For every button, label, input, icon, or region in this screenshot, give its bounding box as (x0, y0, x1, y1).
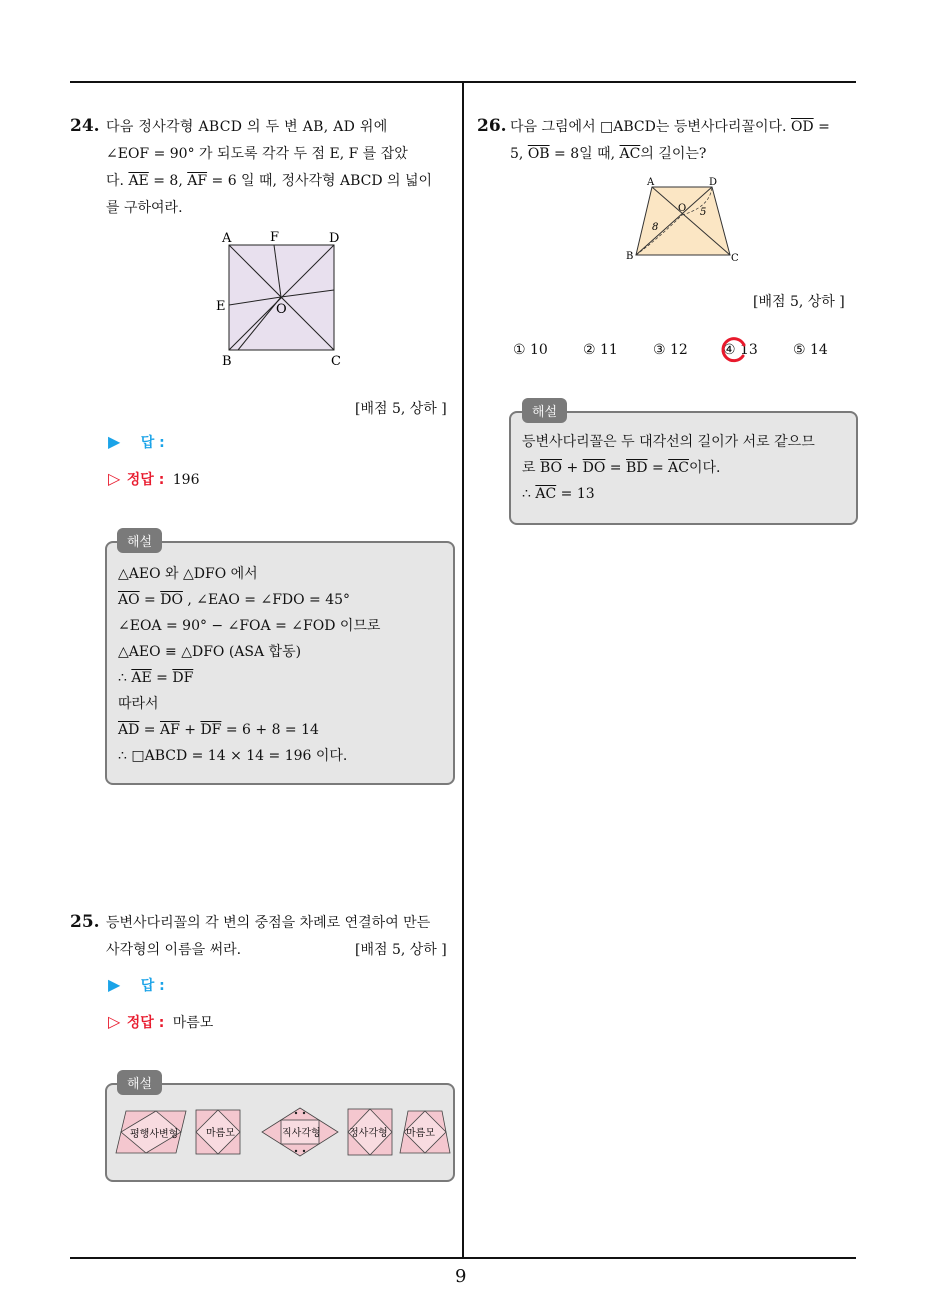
exp-line-5: ∴ $\overline{AE} = \overline{DF}$ (118, 670, 194, 686)
q26-text (510, 114, 855, 168)
q24-square-figure (210, 225, 350, 375)
q25-line-2 (106, 937, 456, 964)
shape-label-5: 마름모 (406, 1128, 435, 1139)
shape-label-1: 평행사변형 (130, 1129, 179, 1140)
q24-number: 24. (70, 116, 100, 136)
q25-explanation-tag: 해설 (117, 1070, 162, 1095)
q26-explanation-tag: 해설 (522, 398, 567, 423)
q26-option-3[interactable]: ③ 12 (653, 342, 688, 358)
q26-option-5[interactable]: ⑤ 14 (793, 342, 828, 358)
exp-line-3: ∠EOA = 90° − ∠FOA = ∠FOD 이므로 (118, 618, 381, 634)
q24-answer-label: 답 : (140, 435, 165, 451)
label-c: C (731, 253, 739, 264)
q24-text (106, 114, 456, 222)
shape-label-2: 마름모 (206, 1128, 235, 1139)
q25-answer-label: 답 : (140, 978, 165, 994)
exp-line-2: 로 $\overline{BO} + \overline{DO} = \overline{BD} = \overline{AC}$이다. (522, 460, 721, 476)
q24-answer-row (108, 432, 165, 452)
q26-trapezoid-figure (620, 175, 750, 267)
label-length-8: 8 (652, 222, 659, 233)
label-length-5: 5 (700, 207, 707, 218)
q25-line-1: 등변사다리꼴의 각 변의 중점을 차례로 연결하여 만든 (106, 915, 431, 931)
q24-line-4: 를 구하여라. (106, 200, 183, 216)
label-o: O (678, 203, 687, 214)
q26-line-1: 다음 그림에서 □ABCD는 등변사다리꼴이다. $\overline{OD}$ = (510, 119, 830, 135)
q24-line-3: 다. $\overline{AE} = 8$, $\overline{AF} = 6$ 일 때, 정사각형 ABCD 의 넓이 (106, 173, 433, 189)
exp-line-2: $\overline{AO} = \overline{DO}$ , ∠EAO = ∠FDO = 45° (118, 592, 351, 608)
shape-label-3: 직사각형 (282, 1128, 321, 1139)
shape-label-4: 정사각형 (349, 1128, 388, 1139)
selected-answer-circle-icon (718, 335, 748, 365)
q24-line-2: ∠EOF = 90° 가 되도록 각각 두 점 E, F 를 잡았 (106, 146, 408, 162)
label-b: B (626, 251, 634, 262)
q26-option-1[interactable]: ① 10 (513, 342, 548, 358)
play-icon: ▶ (108, 975, 121, 994)
play-outline-icon: ▷ (108, 469, 121, 488)
q24-correct-value: 196 (172, 472, 200, 488)
q25-shapes-figure (112, 1105, 452, 1160)
exp-line-6: 따라서 (118, 696, 159, 712)
column-divider (462, 81, 464, 1259)
q24-meta: [배점 5, 상하 ] (355, 401, 447, 417)
q26-explanation-text (522, 429, 852, 507)
exp-line-8: ∴ □ABCD = 14 × 14 = 196 이다. (118, 748, 348, 764)
q25-line-2-text: 사각형의 이름을 써라. (106, 942, 242, 958)
page-number: 9 (455, 1266, 467, 1287)
q26-option-2[interactable]: ② 11 (583, 342, 618, 358)
q24-line-1: 다음 정사각형 ABCD 의 두 변 AB, AD 위에 (106, 119, 388, 135)
q24-correct-label: 정답 : (126, 472, 165, 488)
q25-meta: [배점 5, 상하 ] (355, 942, 447, 958)
label-d: D (709, 177, 718, 188)
q26-meta: [배점 5, 상하 ] (753, 294, 845, 310)
q26-option-4[interactable]: ④ 13 (723, 342, 758, 358)
q25-answer-row (108, 975, 165, 995)
exp-line-3: ∴ $\overline{AC} = 13$ (522, 486, 595, 502)
q25-number: 25. (70, 912, 100, 932)
q26-number: 26. (477, 116, 507, 136)
q25-correct-label: 정답 : (126, 1015, 165, 1031)
label-f: F (270, 230, 280, 245)
label-e: E (216, 299, 226, 314)
label-d: D (329, 231, 340, 246)
label-c: C (331, 354, 341, 369)
label-o: O (276, 302, 287, 317)
exp-line-1: 등변사다리꼴은 두 대각선의 길이가 서로 같으므 (522, 434, 815, 450)
q24-explanation-text (118, 561, 448, 769)
label-b: B (222, 354, 232, 369)
play-icon: ▶ (108, 432, 121, 451)
exp-line-1: △AEO 와 △DFO 에서 (118, 566, 258, 582)
exp-line-7: $\overline{AD} = \overline{AF} + \overline{DF} = 6 + 8 = 14$ (118, 722, 319, 738)
exp-line-4: △AEO ≡ △DFO (ASA 합동) (118, 644, 302, 660)
q25-correct-value: 마름모 (172, 1015, 214, 1031)
q26-line-2: 5, $\overline{OB} = 8$일 때, $\overline{AC}$의 길이는? (510, 146, 707, 162)
q24-explanation-tag: 해설 (117, 528, 162, 553)
label-a: A (647, 177, 655, 188)
trapezoid-abcd (636, 187, 730, 255)
q24-correct-row (108, 469, 199, 489)
q25-text (106, 910, 456, 964)
play-outline-icon: ▷ (108, 1012, 121, 1031)
label-a: A (222, 231, 232, 246)
bottom-rule (70, 1257, 856, 1259)
q25-correct-row (108, 1012, 213, 1032)
